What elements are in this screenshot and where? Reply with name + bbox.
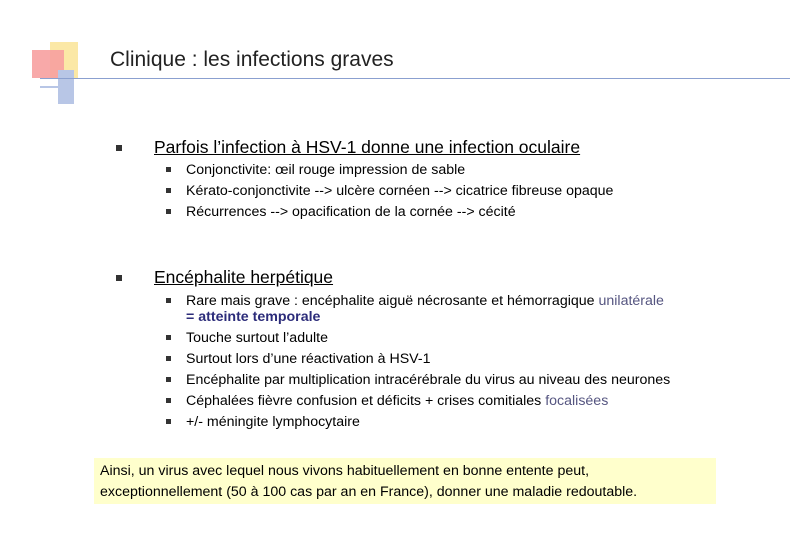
square-bullet-icon <box>166 419 171 424</box>
decor-square-blue <box>58 70 74 104</box>
list-item-text: +/- méningite lymphocytaire <box>186 414 360 430</box>
list-item-text: Kérato-conjonctivite --> ulcère cornéen --> cicatrice fibreuse opaque <box>186 183 614 199</box>
square-bullet-icon <box>116 275 122 281</box>
list-item-text: Céphalées fièvre confusion et déficits + crises comitiales focalisées <box>186 393 609 409</box>
square-bullet-icon <box>166 188 171 193</box>
emphasis-word: focalisées <box>545 393 609 409</box>
conclusion-box <box>94 458 716 504</box>
section-heading-text: Encéphalite herpétique <box>154 267 334 287</box>
emphasis-word: unilatérale <box>598 293 664 309</box>
conclusion-line: exceptionnellement (50 à 100 cas par an en France), donner une maladie redoutable. <box>100 484 638 500</box>
square-bullet-icon <box>116 145 122 151</box>
list-item-text: Encéphalite par multiplication intracérébrale du virus au niveau des neurones <box>186 372 671 388</box>
list-item-text: Conjonctivite: œil rouge impression de sable <box>186 162 466 178</box>
square-bullet-icon <box>166 167 171 172</box>
conclusion-line: Ainsi, un virus avec lequel nous vivons habituellement en bonne entente peut, <box>100 463 590 479</box>
title-underline-rule <box>40 78 790 79</box>
slide-title: Clinique : les infections graves <box>110 48 394 71</box>
list-item-emphasis: = atteinte temporale <box>186 309 321 325</box>
list-item-text: Surtout lors d’une réactivation à HSV-1 <box>186 351 431 367</box>
square-bullet-icon <box>166 356 171 361</box>
list-item-text: Récurrences --> opacification de la cornée --> cécité <box>186 204 516 220</box>
section-heading-text: Parfois l’infection à HSV-1 donne une infection oculaire <box>154 137 581 157</box>
square-bullet-icon <box>166 209 171 214</box>
square-bullet-icon <box>166 377 171 382</box>
list-item-text: Touche surtout l’adulte <box>186 330 328 346</box>
square-bullet-icon <box>166 298 171 303</box>
decor-accent-rule <box>40 86 60 88</box>
square-bullet-icon <box>166 398 171 403</box>
square-bullet-icon <box>166 335 171 340</box>
list-item-text: Rare mais grave : encéphalite aiguë nécrosante et hémorragique unilatérale <box>186 293 664 309</box>
